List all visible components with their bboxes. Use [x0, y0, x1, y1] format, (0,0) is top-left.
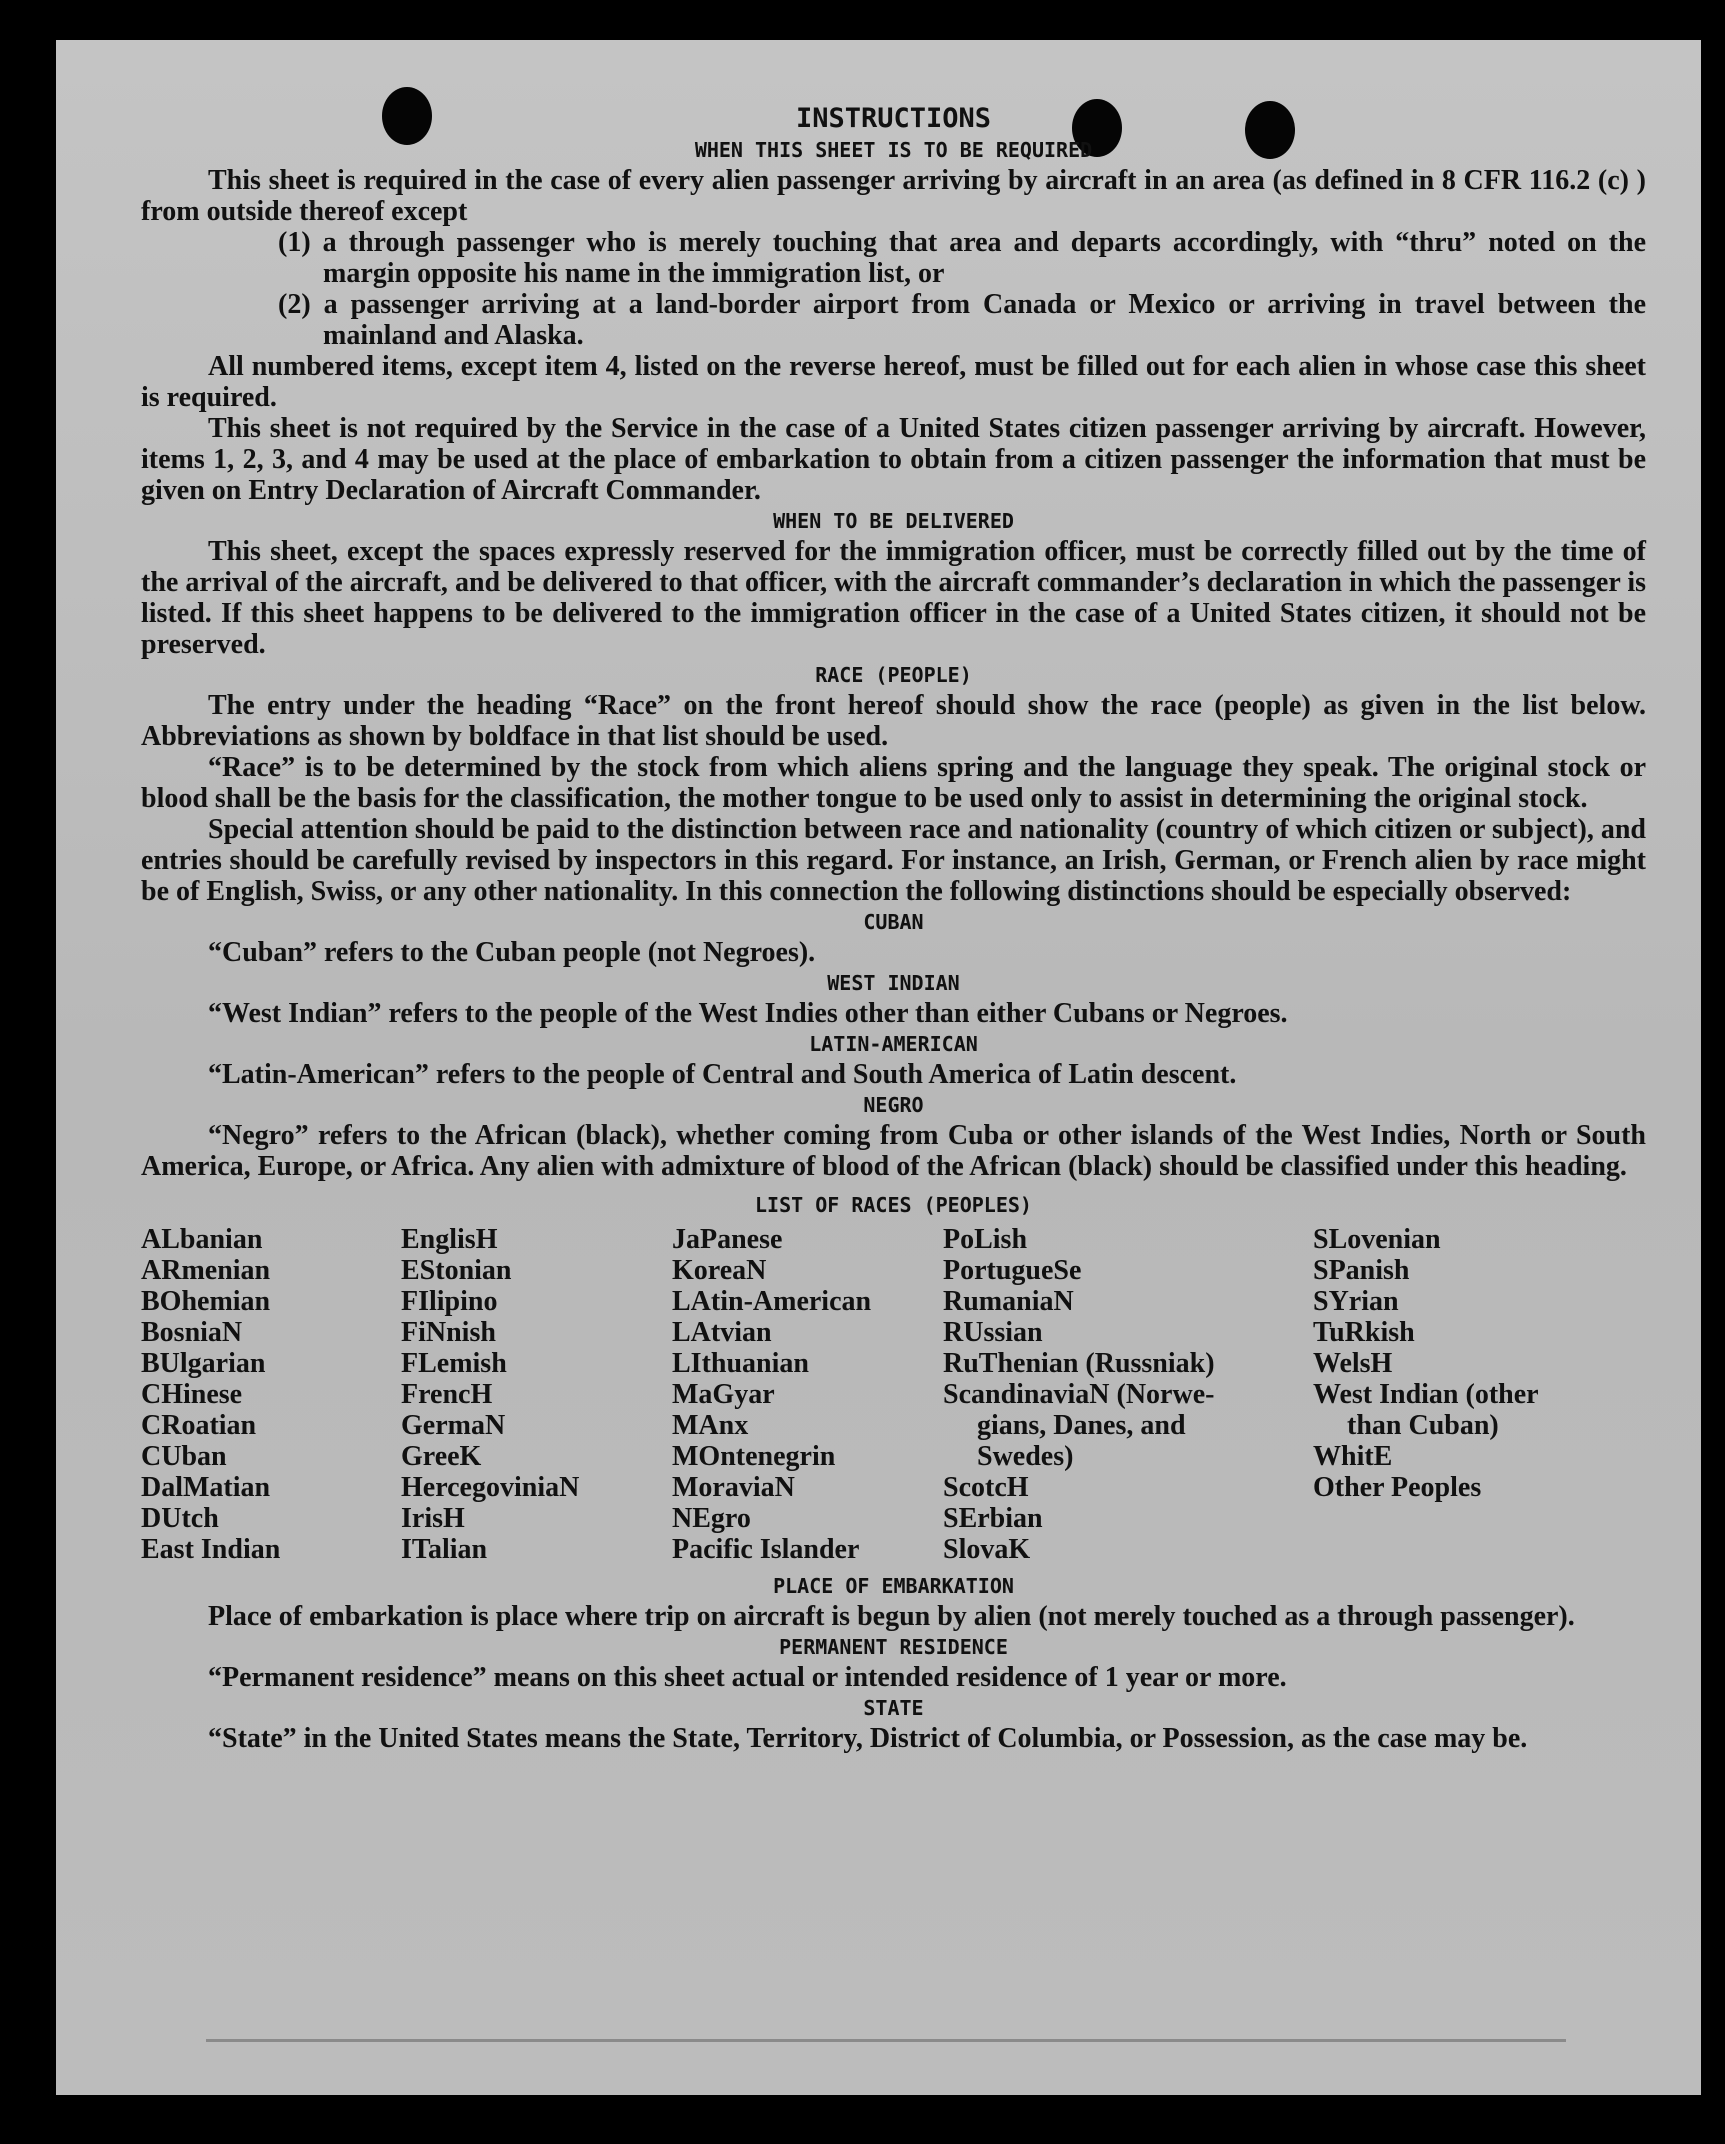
- section-heading: STATE: [863, 1696, 924, 1720]
- race-list-item: RuThenian (Russniak): [943, 1348, 1215, 1379]
- section-heading: CUBAN: [863, 910, 924, 934]
- race-column: [401, 1224, 672, 1565]
- paragraph: Place of embarkation is place where trip on aircraft is begun by alien (not merely touched as a through passenger).: [208, 1601, 1575, 1632]
- race-list-item: BUlgarian: [141, 1348, 266, 1379]
- race-list-item: SErbian: [943, 1503, 1043, 1534]
- race-list-item: EnglisH: [401, 1224, 498, 1255]
- race-list-item: RumaniaN: [943, 1286, 1074, 1317]
- race-column: [672, 1224, 943, 1565]
- race-list-item: East Indian: [141, 1534, 281, 1565]
- faint-footer-print: [206, 2035, 1566, 2049]
- race-list-item: IrisH: [401, 1503, 465, 1534]
- paragraph: Special attention should be paid to the distinction between race and nationality (country of which citizen or subject), and entries should be carefully revised by inspectors in this regard. For instance, an Irish, German, or French alien by race might be of English, Swiss, or any other nationality. In this connection the following distinctions should be especially observed:: [141, 814, 1646, 907]
- document-page: [56, 40, 1701, 2095]
- race-list-item: MAnx: [672, 1410, 749, 1441]
- section-heading: WEST INDIAN: [827, 971, 960, 995]
- race-list-item: CRoatian: [141, 1410, 257, 1441]
- race-list-item: SYrian: [1313, 1286, 1399, 1317]
- race-list-item: DalMatian: [141, 1472, 271, 1503]
- race-list-item: CHinese: [141, 1379, 243, 1410]
- race-list-item: FLemish: [401, 1348, 507, 1379]
- paragraph: The entry under the heading “Race” on the front hereof should show the race (people) as given in the list below. Abbreviations as shown by boldface in that list should be used.: [141, 690, 1646, 752]
- paragraph: This sheet, except the spaces expressly reserved for the immigration officer, must be correctly filled out by the time of the arrival of the aircraft, and be delivered to that officer, with the aircraft commander’s declaration in which the passenger is listed. If this sheet happens to be delivered to the immigration officer in the case of a United States citizen, it should not be preserved.: [141, 536, 1646, 660]
- race-list-item: gians, Danes, and: [977, 1410, 1186, 1441]
- race-list-item: BosniaN: [141, 1317, 243, 1348]
- race-list-item: LAtin-American: [672, 1286, 872, 1317]
- paragraph: “Latin-American” refers to the people of Central and South America of Latin descent.: [208, 1059, 1237, 1090]
- race-column: [1313, 1224, 1613, 1565]
- race-list-item: than Cuban): [1347, 1410, 1499, 1441]
- section-heading: LIST OF RACES (PEOPLES): [755, 1193, 1032, 1217]
- race-list-item: MOntenegrin: [672, 1441, 836, 1472]
- race-list-item: WhitE: [1313, 1441, 1393, 1472]
- section-heading: PLACE OF EMBARKATION: [773, 1574, 1014, 1598]
- race-list-item: Swedes): [977, 1441, 1074, 1472]
- race-list-item: GermaN: [401, 1410, 506, 1441]
- race-column: [943, 1224, 1313, 1565]
- race-list-item: GreeK: [401, 1441, 482, 1472]
- paragraph: This sheet is required in the case of every alien passenger arriving by aircraft in an area (as defined in 8 CFR 116.2 (c) ) from outside thereof except: [141, 165, 1646, 227]
- race-list-item: LIthuanian: [672, 1348, 809, 1379]
- paragraph: “Cuban” refers to the Cuban people (not Negroes).: [208, 937, 816, 968]
- race-list-item: FiNnish: [401, 1317, 496, 1348]
- race-list-item: Other Peoples: [1313, 1472, 1482, 1503]
- race-list-item: ALbanian: [141, 1224, 263, 1255]
- race-list-item: PortugueSe: [943, 1255, 1082, 1286]
- race-list-item: FIlipino: [401, 1286, 498, 1317]
- race-list-item: WelsH: [1313, 1348, 1393, 1379]
- paragraph: “West Indian” refers to the people of the West Indies other than either Cubans or Negroes.: [208, 998, 1288, 1029]
- paragraph: “Race” is to be determined by the stock from which aliens spring and the language they speak. The original stock or blood shall be the basis for the classification, the mother tongue to be used only to assist in determining the original stock.: [141, 752, 1646, 814]
- section-heading: LATIN-AMERICAN: [809, 1032, 978, 1056]
- race-list-item: BOhemian: [141, 1286, 271, 1317]
- race-list-item: SLovenian: [1313, 1224, 1441, 1255]
- race-list-item: NEgro: [672, 1503, 751, 1534]
- race-list-item: RUssian: [943, 1317, 1043, 1348]
- race-list-item: PoLish: [943, 1224, 1028, 1255]
- race-list-item: ITalian: [401, 1534, 488, 1565]
- race-list-item: Pacific Islander: [672, 1534, 860, 1565]
- race-list-item: ScandinaviaN (Norwe-: [943, 1379, 1215, 1410]
- paragraph: “Negro” refers to the African (black), whether coming from Cuba or other islands of the West Indies, North or South America, Europe, or Africa. Any alien with admixture of blood of the African (black) should be classified under this heading.: [141, 1120, 1646, 1182]
- document-title: INSTRUCTIONS: [795, 103, 992, 134]
- race-list-item: West Indian (other: [1313, 1379, 1539, 1410]
- race-list-item: SPanish: [1313, 1255, 1410, 1286]
- document-body: [141, 102, 1646, 1754]
- section-heading: PERMANENT RESIDENCE: [779, 1635, 1008, 1659]
- section-heading: RACE (PEOPLE): [815, 663, 972, 687]
- race-list-item: FrencH: [401, 1379, 493, 1410]
- race-list-item: SlovaK: [943, 1534, 1031, 1565]
- section-heading: WHEN TO BE DELIVERED: [773, 509, 1014, 533]
- race-list-item: LAtvian: [672, 1317, 772, 1348]
- divider: [206, 2039, 1566, 2042]
- race-list-item: MaGyar: [672, 1379, 775, 1410]
- race-list-item: DUtch: [141, 1503, 219, 1534]
- paragraph: This sheet is not required by the Service in the case of a United States citizen passenger arriving by aircraft. However, items 1, 2, 3, and 4 may be used at the place of embarkation to obtain from a citizen passenger the information that must be given on Entry Declaration of Aircraft Commander.: [141, 413, 1646, 506]
- race-list-item: TuRkish: [1313, 1317, 1415, 1348]
- list-item: (2) a passenger arriving at a land-border airport from Canada or Mexico or arriving in travel between the mainland and Alaska.: [278, 289, 1646, 351]
- race-list-item: ScotcH: [943, 1472, 1029, 1503]
- race-column: [141, 1224, 401, 1565]
- paragraph: “State” in the United States means the State, Territory, District of Columbia, or Possession, as the case may be.: [208, 1723, 1528, 1754]
- race-list-item: MoraviaN: [672, 1472, 795, 1503]
- race-list-item: EStonian: [401, 1255, 512, 1286]
- race-list: [141, 1224, 1646, 1565]
- section-heading: NEGRO: [863, 1093, 924, 1117]
- race-list-item: HercegoviniaN: [401, 1472, 580, 1503]
- race-list-item: ARmenian: [141, 1255, 271, 1286]
- race-list-item: KoreaN: [672, 1255, 767, 1286]
- paragraph: All numbered items, except item 4, listed on the reverse hereof, must be filled out for each alien in whose case this sheet is required.: [141, 351, 1646, 413]
- race-list-item: CUban: [141, 1441, 227, 1472]
- paragraph: “Permanent residence” means on this sheet actual or intended residence of 1 year or more.: [208, 1662, 1287, 1693]
- list-item: (1) a through passenger who is merely touching that area and departs accordingly, with “thru” noted on the margin opposite his name in the immigration list, or: [278, 227, 1646, 289]
- race-list-item: JaPanese: [672, 1224, 783, 1255]
- section-heading: WHEN THIS SHEET IS TO BE REQUIRED: [694, 138, 1093, 162]
